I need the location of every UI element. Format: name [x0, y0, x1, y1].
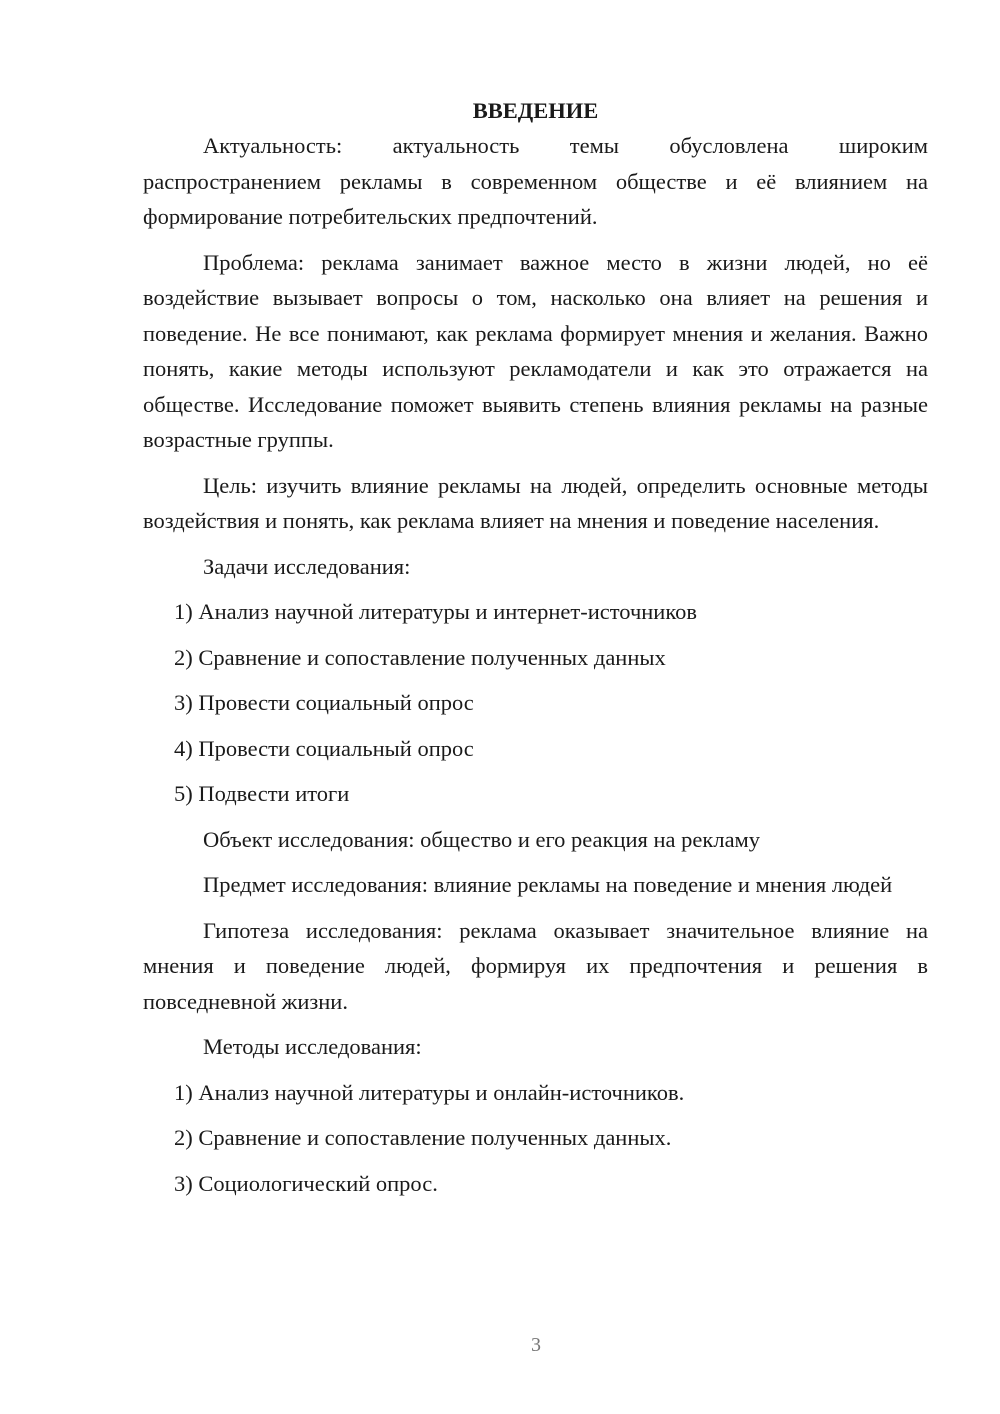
relevance-paragraph: Актуальность: актуальность темы обусловлена широким распространением рекламы в современном обществе и её влиянием на формирование потребительских предпочтений. — [143, 133, 928, 229]
problem-paragraph: Проблема: реклама занимает важное место в жизни людей, но её воздействие вызывает вопросы о том, насколько она влияет на решения и поведение. Не все понимают, как реклама формирует мнения и желания. Важно понять, какие методы используют рекламодатели и как это отражается на обществе. Исследование поможет выявить степень влияния рекламы на разные возрастные группы. — [143, 249, 928, 452]
object-paragraph: Объект исследования: общество и его реакция на рекламу — [203, 826, 761, 852]
page-number: 3 — [531, 1334, 541, 1356]
list-item: 1) Анализ научной литературы и онлайн-источников. — [174, 1079, 685, 1105]
section-title: ВВЕДЕНИЕ — [472, 98, 599, 123]
methods-list — [143, 1075, 928, 1202]
subject-paragraph: Предмет исследования: влияние рекламы на поведение и мнения людей — [203, 872, 893, 897]
list-item: 3) Провести социальный опрос — [174, 690, 474, 715]
list-item: 2) Сравнение и сопоставление полученных данных — [174, 644, 666, 670]
list-item: 1) Анализ научной литературы и интернет-источников — [174, 599, 698, 624]
list-item: 3) Социологический опрос. — [174, 1170, 438, 1196]
document-page — [143, 96, 928, 1211]
list-item: 5) Подвести итоги — [174, 781, 350, 806]
hypothesis-paragraph: Гипотеза исследования: реклама оказывает значительное влияние на мнения и поведение людей, формируя их предпочтения и решения в повседневной жизни. — [143, 917, 928, 1014]
tasks-heading: Задачи исследования: — [203, 553, 411, 579]
methods-heading: Методы исследования: — [203, 1034, 422, 1059]
tasks-list — [143, 594, 928, 812]
list-item: 2) Сравнение и сопоставление полученных данных. — [174, 1125, 672, 1150]
goal-paragraph: Цель: изучить влияние рекламы на людей, определить основные методы воздействия и понять, как реклама влияет на мнения и поведение населения. — [143, 472, 928, 533]
list-item: 4) Провести социальный опрос — [174, 735, 474, 761]
